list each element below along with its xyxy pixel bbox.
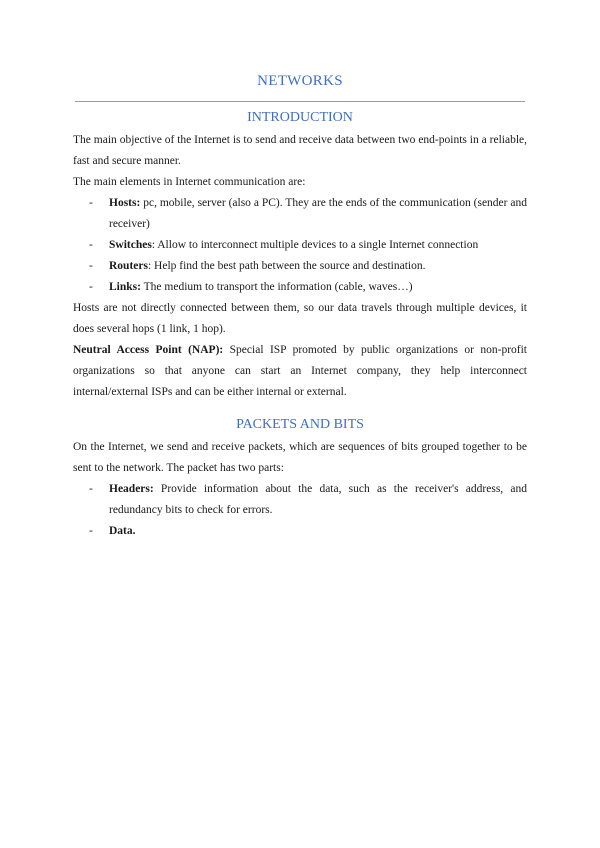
bullet-dash: -	[89, 197, 93, 209]
elements-list	[73, 193, 527, 298]
desc-links: The medium to transport the information (cable, waves…)	[140, 281, 413, 293]
bullet-dash: -	[89, 281, 93, 293]
section-heading-packets: PACKETS AND BITS	[236, 417, 364, 432]
bullet-dash: -	[89, 483, 93, 495]
list-item-hosts	[73, 193, 527, 235]
list-item-routers	[73, 256, 527, 277]
nap-paragraph	[73, 340, 527, 403]
intro-paragraph-2: The main elements in Internet communication are:	[73, 176, 306, 188]
bullet-dash: -	[89, 239, 93, 251]
term-data: Data.	[109, 525, 136, 537]
term-routers: Routers	[109, 260, 148, 272]
desc-headers: Provide information about the data, such as the receiver's address, and redundancy bits to check for errors.	[109, 483, 527, 516]
intro-paragraph-1: The main objective of the Internet is to send and receive data between two end-points in a reliable, fast and secure manner.	[73, 134, 527, 167]
section-heading-introduction: INTRODUCTION	[247, 110, 353, 125]
term-links: Links:	[109, 281, 141, 293]
document-title: NETWORKS	[257, 73, 343, 89]
bullet-dash: -	[89, 260, 93, 272]
bullet-dash: -	[89, 525, 93, 537]
term-hosts: Hosts:	[109, 197, 141, 209]
desc-switches: : Allow to interconnect multiple devices to a single Internet connection	[151, 239, 479, 251]
term-nap: Neutral Access Point (NAP):	[73, 344, 224, 356]
list-item-switches	[73, 235, 527, 256]
desc-hosts: pc, mobile, server (also a PC). They are the ends of the communication (sender and receiver)	[109, 197, 527, 230]
list-item-headers	[73, 479, 527, 521]
packets-paragraph-1: On the Internet, we send and receive packets, which are sequences of bits grouped together to be sent to the network. The packet has two parts:	[73, 441, 527, 474]
packet-parts-list	[73, 479, 527, 542]
list-item-data	[73, 521, 527, 542]
desc-nap: Special ISP promoted by public organizations or non-profit organizations so that anyone can start an Internet company, they help interconnect internal/external ISPs and can be either internal or external.	[73, 344, 527, 398]
term-headers: Headers:	[109, 483, 154, 495]
title-divider	[75, 101, 525, 102]
desc-routers: : Help find the best path between the source and destination.	[147, 260, 426, 272]
document-body	[73, 106, 527, 542]
intro-paragraph-3: Hosts are not directly connected between them, so our data travels through multiple devices, it does several hops (1 link, 1 hop).	[73, 302, 527, 335]
term-switches: Switches	[109, 239, 152, 251]
list-item-links	[73, 277, 527, 298]
